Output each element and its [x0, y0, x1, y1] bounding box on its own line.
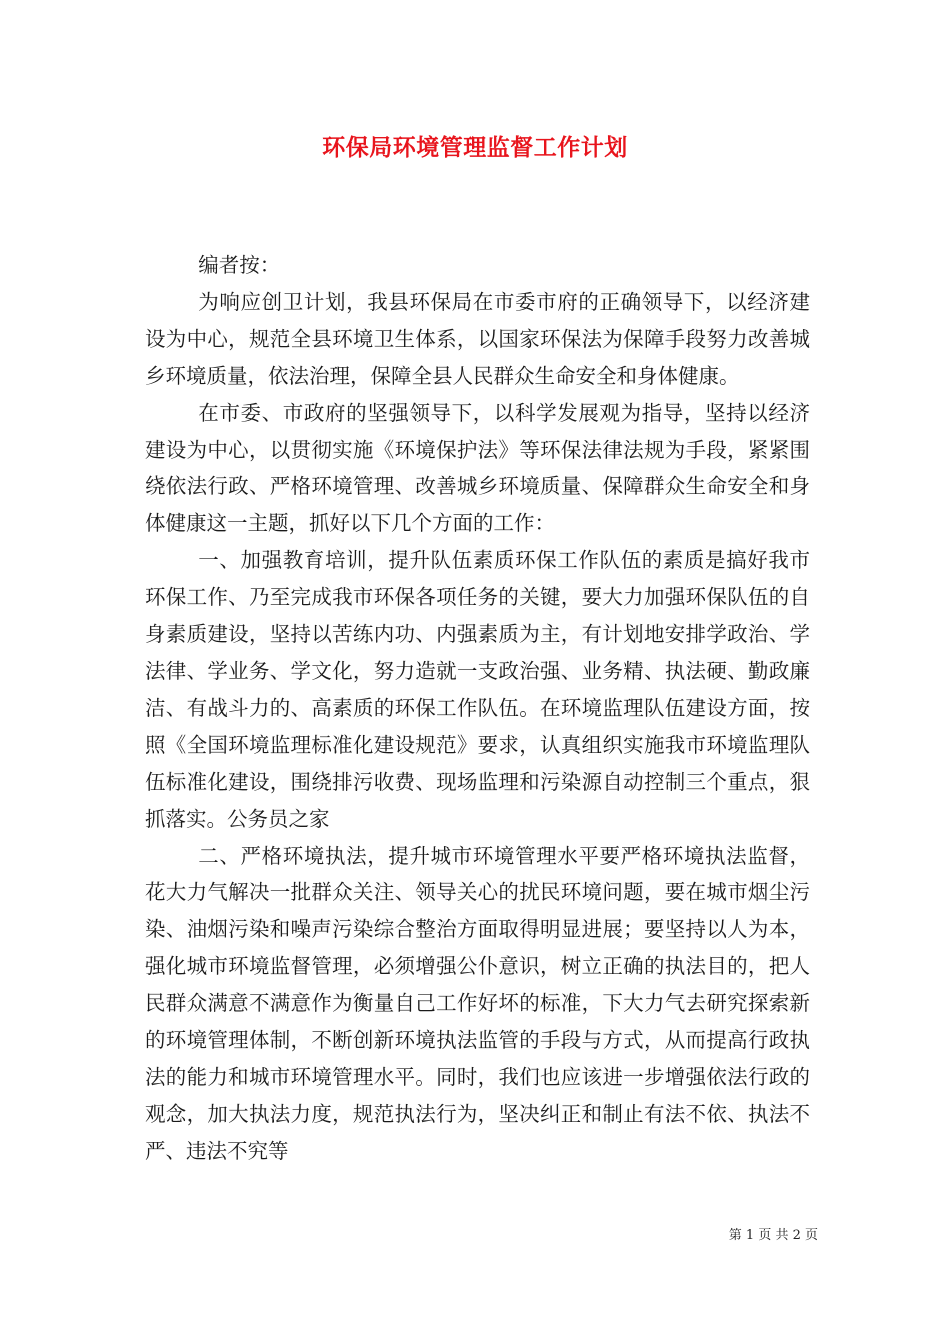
paragraph-guidance: 在市委、市政府的坚强领导下，以科学发展观为指导，坚持以经济建设为中心，以贯彻实施《环境保护法》等环保法律法规为手段，紧紧围绕依法行政、严格环境管理、改善城乡环境质量、保障群众生命安全和身体健康这一主题，抓好以下几个方面的工作： — [145, 400, 810, 536]
document-title: 环保局环境管理监督工作计划 — [322, 134, 628, 161]
page-number-footer: 第 1 页 共 2 页 — [728, 1228, 818, 1243]
document-body — [145, 247, 810, 1170]
paragraph-section-two: 二、严格环境执法，提升城市环境管理水平要严格环境执法监督，花大力气解决一批群众关注、领导关心的扰民环境问题，要在城市烟尘污染、油烟污染和噪声污染综合整治方面取得明显进展；要坚持以人为本，强化城市环境监督管理，必须增强公仆意识，树立正确的执法目的，把人民群众满意不满意作为衡量自己工作好坏的标准，下大力气去研究探索新的环境管理体制，不断创新环境执法监管的手段与方式，从而提高行政执法的能力和城市环境管理水平。同时，我们也应该进一步增强依法行政的观念，加大执法力度，规范执法行为，坚决纠正和制止有法不依、执法不严、违法不究等 — [145, 843, 810, 1163]
paragraph-section-one: 一、加强教育培训，提升队伍素质环保工作队伍的素质是搞好我市环保工作、乃至完成我市环保各项任务的关键，要大力加强环保队伍的自身素质建设，坚持以苦练内功、内强素质为主，有计划地安排学政治、学法律、学业务、学文化，努力造就一支政治强、业务精、执法硬、勤政廉洁、有战斗力的、高素质的环保工作队伍。在环境监理队伍建设方面，按照《全国环境监理标准化建设规范》要求，认真组织实施我市环境监理队伍标准化建设，围绕排污收费、现场监理和污染源自动控制三个重点，狠抓落实。公务员之家 — [145, 548, 810, 831]
paragraph-intro: 为响应创卫计划，我县环保局在市委市府的正确领导下，以经济建设为中心，规范全县环境卫生体系，以国家环保法为保障手段努力改善城乡环境质量，依法治理，保障全县人民群众生命安全和身体健康。 — [145, 289, 810, 388]
editor-note-label: 编者按： — [198, 253, 281, 277]
